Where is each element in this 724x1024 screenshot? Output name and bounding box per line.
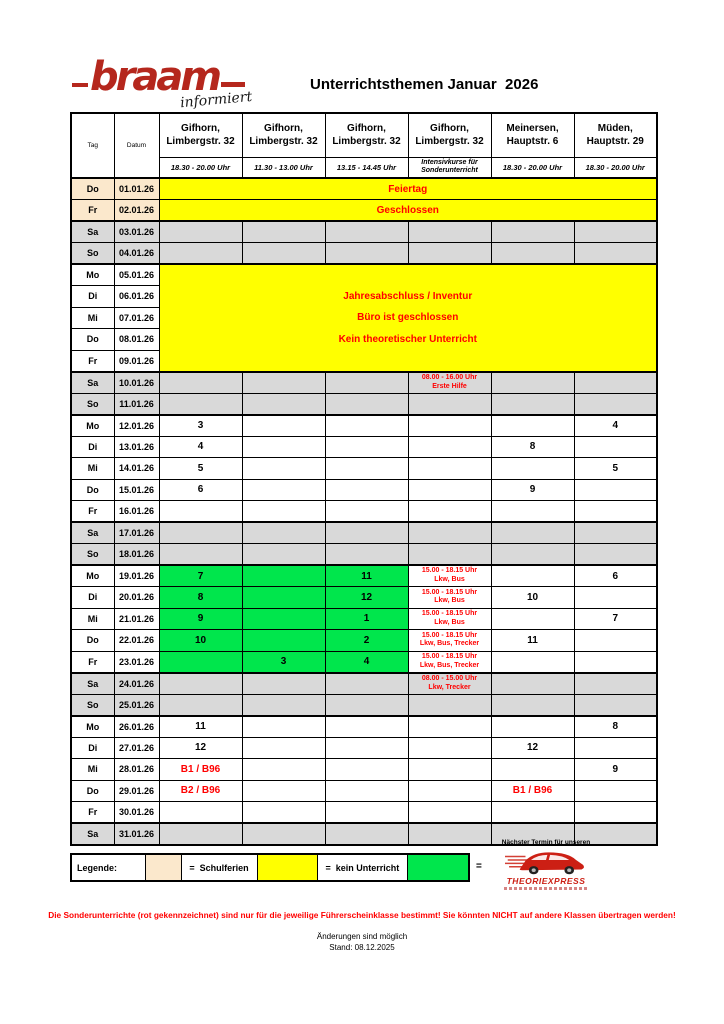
schedule-cell <box>325 802 408 824</box>
header-time-5: 18.30 - 20.00 Uhr <box>491 157 574 178</box>
schedule-cell <box>574 673 657 695</box>
schedule-cell <box>574 479 657 501</box>
date-cell: 07.01.26 <box>114 307 159 329</box>
schedule-cell: B1 / B96 <box>159 759 242 781</box>
day-cell: Fr <box>71 651 114 673</box>
schedule-cell <box>242 458 325 480</box>
brand-logo <box>70 54 300 112</box>
day-cell: Do <box>71 630 114 652</box>
schedule-cell <box>408 415 491 437</box>
schedule-cell <box>574 393 657 415</box>
schedule-cell <box>491 458 574 480</box>
schedule-cell: 15.00 - 18.15 Uhr Lkw, Bus, Trecker <box>408 651 491 673</box>
legend-swatch-schulferien <box>145 855 182 880</box>
date-cell: 31.01.26 <box>114 823 159 845</box>
header-datum: Datum <box>114 113 159 178</box>
day-cell: Di <box>71 436 114 458</box>
schedule-cell <box>159 393 242 415</box>
schedule-cell: 5 <box>574 458 657 480</box>
schedule-cell <box>491 243 574 265</box>
schedule-cell <box>159 221 242 243</box>
table-row-24.01.26 <box>71 673 657 695</box>
legend-label: Legende: <box>77 862 118 873</box>
schedule-cell <box>242 823 325 845</box>
sonderunterricht-disclaimer: Die Sonderunterrichte (rot gekennzeichnet) sind nur für die jeweilige Führerscheinklasse bestimmt! Sie könnten NICHT auf andere Klassen übertragen werden! <box>48 910 676 920</box>
schedule-cell: 9 <box>159 608 242 630</box>
schedule-cell <box>242 780 325 802</box>
schedule-cell <box>408 501 491 523</box>
header-location-2: Gifhorn, Limbergstr. 32 <box>242 113 325 157</box>
table-row-30.01.26 <box>71 802 657 824</box>
schedule-cell <box>159 243 242 265</box>
schedule-cell: 9 <box>491 479 574 501</box>
schedule-cell <box>242 522 325 544</box>
schedule-cell: 10 <box>159 630 242 652</box>
legend-equals-theoriexpress: = <box>476 861 482 872</box>
schedule-cell <box>159 802 242 824</box>
header-time-3: 13.15 - 14.45 Uhr <box>325 157 408 178</box>
date-cell: 28.01.26 <box>114 759 159 781</box>
table-row-14.01.26 <box>71 458 657 480</box>
day-cell: Mi <box>71 759 114 781</box>
day-cell: So <box>71 694 114 716</box>
closure-block-cell: Jahresabschluss / Inventur Büro ist geschlossen Kein theoretischer Unterricht <box>159 264 657 372</box>
schedule-cell <box>408 759 491 781</box>
date-cell: 08.01.26 <box>114 329 159 351</box>
schedule-cell: 1 <box>325 608 408 630</box>
schedule-cell: 5 <box>159 458 242 480</box>
schedule-cell: 6 <box>574 565 657 587</box>
schedule-cell <box>159 544 242 566</box>
schedule-cell <box>325 479 408 501</box>
schedule-cell <box>491 221 574 243</box>
banner-cell: Feiertag <box>159 178 657 200</box>
date-cell: 21.01.26 <box>114 608 159 630</box>
schedule-cell <box>574 522 657 544</box>
schedule-cell <box>242 544 325 566</box>
schedule-cell <box>408 544 491 566</box>
header-time-6: 18.30 - 20.00 Uhr <box>574 157 657 178</box>
date-cell: 20.01.26 <box>114 587 159 609</box>
date-cell: 27.01.26 <box>114 737 159 759</box>
date-cell: 22.01.26 <box>114 630 159 652</box>
schedule-cell <box>408 823 491 845</box>
schedule-cell <box>325 458 408 480</box>
schedule-cell <box>325 372 408 394</box>
day-cell: Di <box>71 737 114 759</box>
header-location-1: Gifhorn, Limbergstr. 32 <box>159 113 242 157</box>
schedule-cell <box>159 673 242 695</box>
date-cell: 02.01.26 <box>114 200 159 222</box>
day-cell: Mi <box>71 307 114 329</box>
schedule-cell: 3 <box>242 651 325 673</box>
date-cell: 10.01.26 <box>114 372 159 394</box>
legend-swatch-kein-unterricht <box>257 855 319 880</box>
legend-swatch-theoriexpress <box>407 855 468 880</box>
schedule-cell <box>242 479 325 501</box>
schedule-cell: 11 <box>325 565 408 587</box>
schedule-cell <box>574 501 657 523</box>
date-cell: 25.01.26 <box>114 694 159 716</box>
schedule-cell <box>325 393 408 415</box>
footer-stand-line: Stand: 08.12.2025 <box>329 942 395 952</box>
schedule-table <box>70 112 658 846</box>
date-cell: 24.01.26 <box>114 673 159 695</box>
schedule-cell: 11 <box>491 630 574 652</box>
theoriexpress-name: THEORIEXPRESS <box>506 876 586 886</box>
schedule-cell: 15.00 - 18.15 Uhr Lkw, Bus, Trecker <box>408 630 491 652</box>
day-cell: Fr <box>71 200 114 222</box>
schedule-cell <box>408 243 491 265</box>
date-cell: 03.01.26 <box>114 221 159 243</box>
schedule-cell: B2 / B96 <box>159 780 242 802</box>
schedule-cell <box>325 694 408 716</box>
schedule-cell <box>325 737 408 759</box>
schedule-cell <box>574 651 657 673</box>
table-row-12.01.26 <box>71 415 657 437</box>
theoriexpress-block <box>487 839 605 890</box>
table-row-29.01.26 <box>71 780 657 802</box>
schedule-cell: 8 <box>159 587 242 609</box>
schedule-cell <box>242 415 325 437</box>
date-cell: 14.01.26 <box>114 458 159 480</box>
schedule-cell <box>325 780 408 802</box>
schedule-cell <box>242 716 325 738</box>
table-row-10.01.26 <box>71 372 657 394</box>
schedule-cell: 9 <box>574 759 657 781</box>
brand-dash-left <box>72 83 88 87</box>
day-cell: Mo <box>71 565 114 587</box>
table-row-02.01.26 <box>71 200 657 222</box>
schedule-cell: 8 <box>574 716 657 738</box>
table-row-23.01.26 <box>71 651 657 673</box>
schedule-cell <box>491 522 574 544</box>
schedule-cell <box>408 458 491 480</box>
day-cell: Do <box>71 329 114 351</box>
table-row-19.01.26 <box>71 565 657 587</box>
schedule-cell <box>491 694 574 716</box>
date-cell: 11.01.26 <box>114 393 159 415</box>
legend-box <box>70 853 470 882</box>
schedule-cell <box>574 587 657 609</box>
schedule-cell <box>491 565 574 587</box>
schedule-cell: 4 <box>574 415 657 437</box>
schedule-cell <box>491 673 574 695</box>
schedule-cell <box>242 608 325 630</box>
schedule-cell <box>242 501 325 523</box>
day-cell: Sa <box>71 372 114 394</box>
schedule-cell: 8 <box>491 436 574 458</box>
day-cell: Mo <box>71 716 114 738</box>
schedule-cell <box>325 243 408 265</box>
schedule-cell <box>325 501 408 523</box>
schedule-cell <box>159 651 242 673</box>
schedule-cell <box>574 544 657 566</box>
day-cell: Mi <box>71 458 114 480</box>
table-row-17.01.26 <box>71 522 657 544</box>
schedule-cell: 4 <box>159 436 242 458</box>
schedule-cell <box>242 372 325 394</box>
date-cell: 29.01.26 <box>114 780 159 802</box>
day-cell: Mi <box>71 608 114 630</box>
schedule-cell: 08.00 - 16.00 Uhr Erste Hilfe <box>408 372 491 394</box>
schedule-cell <box>242 393 325 415</box>
header-time-2: 11.30 - 13.00 Uhr <box>242 157 325 178</box>
schedule-cell <box>325 436 408 458</box>
header-location-5: Meinersen, Hauptstr. 6 <box>491 113 574 157</box>
date-cell: 30.01.26 <box>114 802 159 824</box>
table-row-18.01.26 <box>71 544 657 566</box>
schedule-cell <box>325 221 408 243</box>
schedule-cell: 7 <box>159 565 242 587</box>
day-cell: So <box>71 243 114 265</box>
schedule-cell <box>491 393 574 415</box>
schedule-cell <box>159 694 242 716</box>
schedule-cell <box>242 802 325 824</box>
schedule-cell: 10 <box>491 587 574 609</box>
header-time-4: Intensivkurse für Sonderunterricht <box>408 157 491 178</box>
schedule-cell: 11 <box>159 716 242 738</box>
theoriexpress-car-icon <box>505 848 587 876</box>
day-cell: Do <box>71 780 114 802</box>
brand-wordmark: braam <box>90 54 220 100</box>
date-cell: 01.01.26 <box>114 178 159 200</box>
day-cell: Sa <box>71 823 114 845</box>
schedule-cell: 12 <box>159 737 242 759</box>
schedule-cell <box>491 802 574 824</box>
schedule-cell <box>574 737 657 759</box>
schedule-cell: 4 <box>325 651 408 673</box>
date-cell: 04.01.26 <box>114 243 159 265</box>
schedule-cell <box>491 608 574 630</box>
schedule-cell <box>242 694 325 716</box>
day-cell: Fr <box>71 350 114 372</box>
schedule-cell <box>408 694 491 716</box>
day-cell: Sa <box>71 673 114 695</box>
schedule-cell <box>242 587 325 609</box>
date-cell: 23.01.26 <box>114 651 159 673</box>
schedule-cell <box>491 501 574 523</box>
schedule-cell <box>574 802 657 824</box>
schedule-cell <box>408 737 491 759</box>
schedule-cell <box>574 372 657 394</box>
table-row-13.01.26 <box>71 436 657 458</box>
table-row-27.01.26 <box>71 737 657 759</box>
table-row-01.01.26 <box>71 178 657 200</box>
schedule-cell: 7 <box>574 608 657 630</box>
schedule-cell <box>325 544 408 566</box>
schedule-cell <box>325 759 408 781</box>
schedule-cell: B1 / B96 <box>491 780 574 802</box>
table-row-25.01.26 <box>71 694 657 716</box>
day-cell: Mo <box>71 264 114 286</box>
header-location-3: Gifhorn, Limbergstr. 32 <box>325 113 408 157</box>
schedule-cell <box>242 243 325 265</box>
day-cell: So <box>71 393 114 415</box>
page-title: Unterrichtsthemen Januar 2026 <box>310 76 539 93</box>
schedule-cell: 12 <box>325 587 408 609</box>
schedule-cell <box>408 479 491 501</box>
date-cell: 15.01.26 <box>114 479 159 501</box>
schedule-cell <box>408 802 491 824</box>
schedule-cell <box>325 823 408 845</box>
schedule-cell <box>159 501 242 523</box>
table-row-26.01.26 <box>71 716 657 738</box>
table-row-21.01.26 <box>71 608 657 630</box>
schedule-header <box>71 113 657 178</box>
theoriexpress-tagline-decoration <box>504 887 588 890</box>
schedule-cell <box>159 823 242 845</box>
header-time-1: 18.30 - 20.00 Uhr <box>159 157 242 178</box>
schedule-cell <box>408 716 491 738</box>
schedule-cell <box>325 415 408 437</box>
header-tag: Tag <box>71 113 114 178</box>
day-cell: Di <box>71 587 114 609</box>
schedule-cell <box>491 415 574 437</box>
date-cell: 17.01.26 <box>114 522 159 544</box>
table-row-20.01.26 <box>71 587 657 609</box>
schedule-cell: 6 <box>159 479 242 501</box>
table-row-03.01.26 <box>71 221 657 243</box>
date-cell: 19.01.26 <box>114 565 159 587</box>
schedule-cell <box>325 522 408 544</box>
schedule-cell <box>574 436 657 458</box>
day-cell: Fr <box>71 802 114 824</box>
schedule-cell <box>491 544 574 566</box>
date-cell: 09.01.26 <box>114 350 159 372</box>
date-cell: 06.01.26 <box>114 286 159 308</box>
day-cell: Do <box>71 479 114 501</box>
table-row-05.01.26 <box>71 264 657 286</box>
day-cell: Di <box>71 286 114 308</box>
next-termin-label: Nächster Termin für unseren <box>501 839 591 846</box>
schedule-cell <box>242 565 325 587</box>
schedule-cell <box>408 393 491 415</box>
schedule-cell <box>491 372 574 394</box>
header-location-6: Müden, Hauptstr. 29 <box>574 113 657 157</box>
schedule-cell <box>574 221 657 243</box>
schedule-cell <box>574 780 657 802</box>
banner-cell: Geschlossen <box>159 200 657 222</box>
day-cell: Do <box>71 178 114 200</box>
legend-text-kein-unterricht: = kein Unterricht <box>325 862 400 873</box>
schedule-cell: 2 <box>325 630 408 652</box>
schedule-cell <box>242 759 325 781</box>
schedule-cell <box>408 221 491 243</box>
day-cell: Mo <box>71 415 114 437</box>
table-row-04.01.26 <box>71 243 657 265</box>
legend-text-schulferien: = Schulferien <box>189 862 249 873</box>
schedule-cell <box>408 522 491 544</box>
schedule-cell <box>242 737 325 759</box>
schedule-cell <box>242 673 325 695</box>
schedule-cell: 15.00 - 18.15 Uhr Lkw, Bus <box>408 587 491 609</box>
schedule-cell <box>491 651 574 673</box>
table-row-15.01.26 <box>71 479 657 501</box>
schedule-cell <box>159 522 242 544</box>
date-cell: 18.01.26 <box>114 544 159 566</box>
schedule-cell: 15.00 - 18.15 Uhr Lkw, Bus <box>408 565 491 587</box>
table-row-22.01.26 <box>71 630 657 652</box>
schedule-cell <box>242 221 325 243</box>
day-cell: Sa <box>71 522 114 544</box>
schedule-body <box>71 178 657 845</box>
date-cell: 05.01.26 <box>114 264 159 286</box>
schedule-cell <box>491 759 574 781</box>
schedule-cell <box>574 243 657 265</box>
schedule-cell <box>325 673 408 695</box>
schedule-cell <box>242 630 325 652</box>
date-cell: 12.01.26 <box>114 415 159 437</box>
table-row-28.01.26 <box>71 759 657 781</box>
schedule-cell <box>574 694 657 716</box>
schedule-cell <box>325 716 408 738</box>
date-cell: 13.01.26 <box>114 436 159 458</box>
brand-dash-right <box>221 82 245 87</box>
schedule-cell: 08.00 - 15.00 Uhr Lkw, Trecker <box>408 673 491 695</box>
day-cell: Sa <box>71 221 114 243</box>
table-row-11.01.26 <box>71 393 657 415</box>
day-cell: Fr <box>71 501 114 523</box>
date-cell: 26.01.26 <box>114 716 159 738</box>
schedule-cell <box>574 630 657 652</box>
schedule-cell: 3 <box>159 415 242 437</box>
schedule-cell <box>408 780 491 802</box>
brand-subtext: informiert <box>179 88 253 112</box>
footer-note <box>0 932 724 954</box>
schedule-cell <box>159 372 242 394</box>
schedule-cell <box>408 436 491 458</box>
schedule-cell: 15.00 - 18.15 Uhr Lkw, Bus <box>408 608 491 630</box>
schedule-cell <box>242 436 325 458</box>
date-cell: 16.01.26 <box>114 501 159 523</box>
schedule-cell <box>491 716 574 738</box>
footer-note-line: Änderungen sind möglich <box>316 932 408 941</box>
schedule-cell: 12 <box>491 737 574 759</box>
header-location-4: Gifhorn, Limbergstr. 32 <box>408 113 491 157</box>
table-row-16.01.26 <box>71 501 657 523</box>
day-cell: So <box>71 544 114 566</box>
